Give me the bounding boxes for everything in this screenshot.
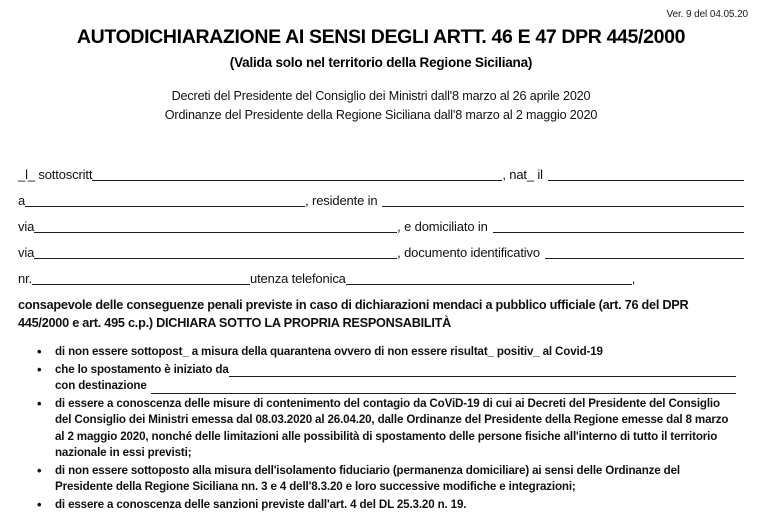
label-utenza-telefonica: utenza telefonica — [250, 270, 346, 286]
version-stamp: Ver. 9 del 04.05.20 — [666, 9, 748, 20]
list-item-body — [55, 396, 736, 462]
form-row-telefono — [18, 260, 744, 286]
form-row-via-documento — [18, 234, 744, 260]
list-item-text: di essere a conoscenza delle misure di contenimento del contagio da CoViD-19 di cui ai Decreti del Presidente del Consiglio del Consiglio dei Ministri emessa dal 08.03.2020 al 26.04.20, dalle Ordinanze del Presidente della Regione emesse dal 8 marzo al 2 maggio 2020, nonché delle limitazioni alle possibilità di spostamento delle persone fisiche all'interno di tutto il territorio nazionale in essi previsti; — [55, 396, 729, 460]
list-item — [18, 344, 736, 361]
list-item — [18, 497, 736, 514]
consapevole-paragraph: consapevole delle conseguenze penali previste in caso di dichiarazioni mendaci a pubblico ufficiale (art. 76 del DPR 445/2000 e art. 495 c.p.) DICHIARA SOTTO LA PROPRIA RESPONSABILITÀ — [18, 298, 689, 331]
input-rule-residenza[interactable] — [382, 192, 744, 207]
input-rule-domicilio[interactable] — [493, 218, 744, 233]
list-item-text: con destinazione — [55, 379, 147, 393]
title-block — [0, 0, 762, 70]
label-nato-il: , nat_ il — [502, 166, 543, 182]
input-rule-partenza[interactable] — [229, 364, 736, 377]
list-item — [18, 396, 736, 462]
label-residente-in: , residente in — [305, 192, 378, 208]
list-item — [18, 362, 736, 395]
bullet-icon: • — [37, 395, 42, 411]
bullet-icon: • — [37, 361, 42, 377]
bullet-icon: • — [37, 462, 42, 478]
list-item-body — [55, 362, 736, 395]
label-a: a — [18, 192, 26, 208]
input-rule-numero-documento[interactable] — [32, 270, 250, 285]
form-row-sottoscritto — [18, 156, 744, 182]
spostamento-origin-line — [55, 362, 736, 378]
label-sottoscritto: _l_ sottoscritt — [18, 166, 93, 182]
label-virgola: , — [631, 270, 636, 286]
list-item-body — [55, 344, 736, 360]
input-rule-documento[interactable] — [545, 244, 744, 259]
form-row-via-domicilio — [18, 208, 744, 234]
list-item-text: di non essere sottoposto alla misura dell'isolamento fiduciario (permanenza domiciliare) ai sensi delle Ordinanze del Presidente della Regione Siciliana nn. 3 e 4 dell'8.3.20 e loro successive modifiche e integrazioni; — [55, 463, 680, 494]
input-rule-via-domicilio[interactable] — [34, 244, 397, 259]
list-item-text: di essere a conoscenza delle sanzioni previste dall'art. 4 del DL 25.3.20 n. 19. — [55, 497, 467, 511]
bullet-icon: • — [37, 496, 42, 512]
decree-references — [0, 87, 762, 124]
label-via-1: via — [18, 218, 35, 234]
list-item-text: di non essere sottopost_ a misura della quarantena ovvero di non essere risultat_ positiv_ al Covid-19 — [55, 345, 603, 358]
label-via-2: via — [18, 244, 35, 260]
page-title: AUTODICHIARAZIONE AI SENSI DEGLI ARTT. 46 E 47 DPR 445/2000 — [76, 26, 686, 48]
input-rule-destinazione[interactable] — [151, 381, 736, 394]
decree-line-1: Decreti del Presidente del Consiglio dei Ministri dall'8 marzo al 26 aprile 2020 — [171, 89, 591, 104]
list-item-body — [55, 463, 736, 496]
list-item-body — [55, 497, 736, 513]
input-rule-telefono[interactable] — [346, 270, 632, 285]
form-area — [18, 156, 744, 286]
input-rule-nome[interactable] — [92, 166, 502, 181]
input-rule-luogo-nascita[interactable] — [25, 192, 305, 207]
page-subtitle: (Valida solo nel territorio della Regione Siciliana) — [229, 55, 533, 71]
label-domiciliato-in: , e domiciliato in — [397, 218, 488, 234]
form-row-residenza — [18, 182, 744, 208]
label-documento-identificativo: , documento identificativo — [397, 244, 540, 260]
list-item — [18, 463, 736, 496]
bullet-icon: • — [37, 344, 42, 359]
declaration-bullet-list — [18, 344, 736, 514]
label-nr: nr. — [18, 270, 33, 286]
decree-line-2: Ordinanze del Presidente della Regione Siciliana dall'8 marzo al 2 maggio 2020 — [164, 108, 598, 123]
list-item-text: che lo spostamento è iniziato da — [55, 362, 229, 376]
input-rule-data-nascita[interactable] — [548, 166, 744, 181]
spostamento-destination-line — [55, 378, 736, 394]
input-rule-via-residenza[interactable] — [34, 218, 397, 233]
